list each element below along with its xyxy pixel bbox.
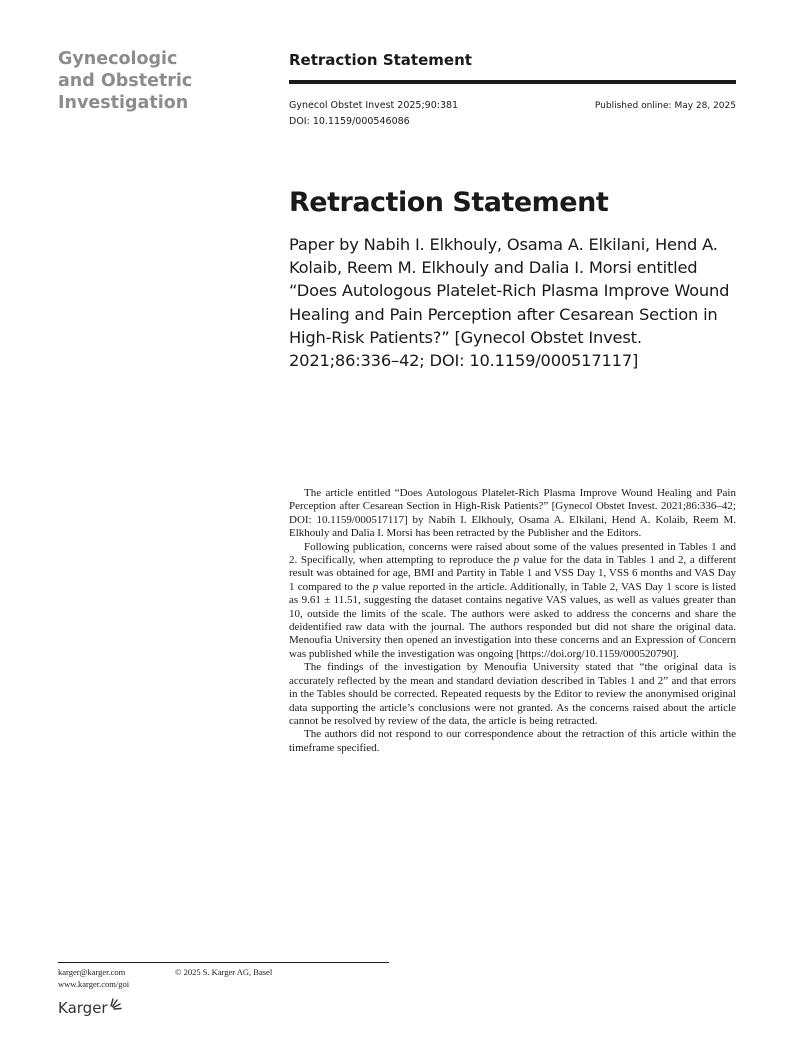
karger-sunburst-icon: [109, 996, 123, 1012]
contact-info: [58, 966, 129, 990]
italic-p: p: [372, 580, 379, 593]
body-paragraph: The authors did not respond to our correspondence about the retraction of this article within the timeframe specified.: [289, 728, 736, 754]
citation-block: [289, 98, 458, 130]
header-rule: [289, 80, 736, 84]
journal-name-line: Gynecologic: [58, 49, 178, 69]
contact-email[interactable]: karger@karger.com: [58, 967, 126, 977]
journal-name-line: Investigation: [58, 93, 189, 113]
text-run: Following publication, concerns were raised about some of the values presented in Tables 1 and 2. Specifically, when attempting to reproduce the: [289, 540, 736, 567]
journal-name: [58, 48, 258, 114]
body-paragraph: The findings of the investigation by Menoufia University stated that “the original data is accurately reflected by the mean and standard deviation described in Tables 1 and 2” and that errors in the Tables should be corrected. Repeated requests by the Editor to review the anonymised original data supporting the article’s conclusions were not granted. As the concerns raised about the article cannot be resolved by review of the data, the article is being retracted.: [289, 661, 736, 727]
footer-rule: [58, 962, 389, 963]
text-run: value reported in the article. Additionally, in Table 2, VAS Day 1 score is listed as 9.61 ± 11.51, suggesting the dataset contains negative VAS values, as well as values greater than 10, outside the limits of the scale. The authors were asked to address the concerns and share the deidentified raw data with the journal. The authors responded but did not share the original data. Menoufia University then opened an investigation into these concerns and an Expression of Concern was published while the investigation was ongoing [https://doi.org/10.1159/000520790].: [289, 580, 736, 660]
body-paragraph: [289, 541, 736, 662]
contact-website[interactable]: www.karger.com/goi: [58, 979, 130, 989]
article-title: Retraction Statement: [289, 187, 609, 218]
text-run: value for the data in Tables 1 and 2, a different result was obtained for age, BMI and Partity in Table 1 and VSS Day 1, VSS 6 months and VAS Day 1 compared to the: [289, 554, 736, 593]
copyright: © 2025 S. Karger AG, Basel: [175, 967, 273, 977]
journal-name-line: and Obstetric: [58, 71, 193, 91]
citation: Gynecol Obstet Invest 2025;90:381: [289, 100, 459, 111]
italic-p: p: [513, 554, 520, 567]
body-paragraph: The article entitled “Does Autologous Platelet-Rich Plasma Improve Wound Healing and Pain Perception after Cesarean Section in High-Risk Patients?” [Gynecol Obstet Invest. 2021;86:336–42; DOI: 10.1159/000517117] by Nabih I. Elkhouly, Osama A. Elkilani, Hend A. Kolaib, Reem M. Elkhouly and Dalia I. Morsi has been retracted by the Publisher and the Editors.: [289, 487, 736, 540]
published-date: Published online: May 28, 2025: [594, 101, 736, 111]
karger-logo: [58, 996, 123, 1020]
article-subtitle: Paper by Nabih I. Elkhouly, Osama A. Elkilani, Hend A. Kolaib, Reem M. Elkhouly and Dalia I. Morsi entitled “Does Autologous Platelet-Rich Plasma Improve Wound Healing and Pain Perception after Cesarean Section in High-Risk Patients?” [Gynecol Obstet Invest. 2021;86:336–42; DOI: 10.1159/000517117]: [289, 235, 730, 371]
doi: DOI: 10.1159/000546086: [289, 116, 410, 127]
logo-text: Karger: [58, 999, 108, 1017]
article-body: [289, 487, 736, 755]
section-label: Retraction Statement: [289, 51, 472, 69]
